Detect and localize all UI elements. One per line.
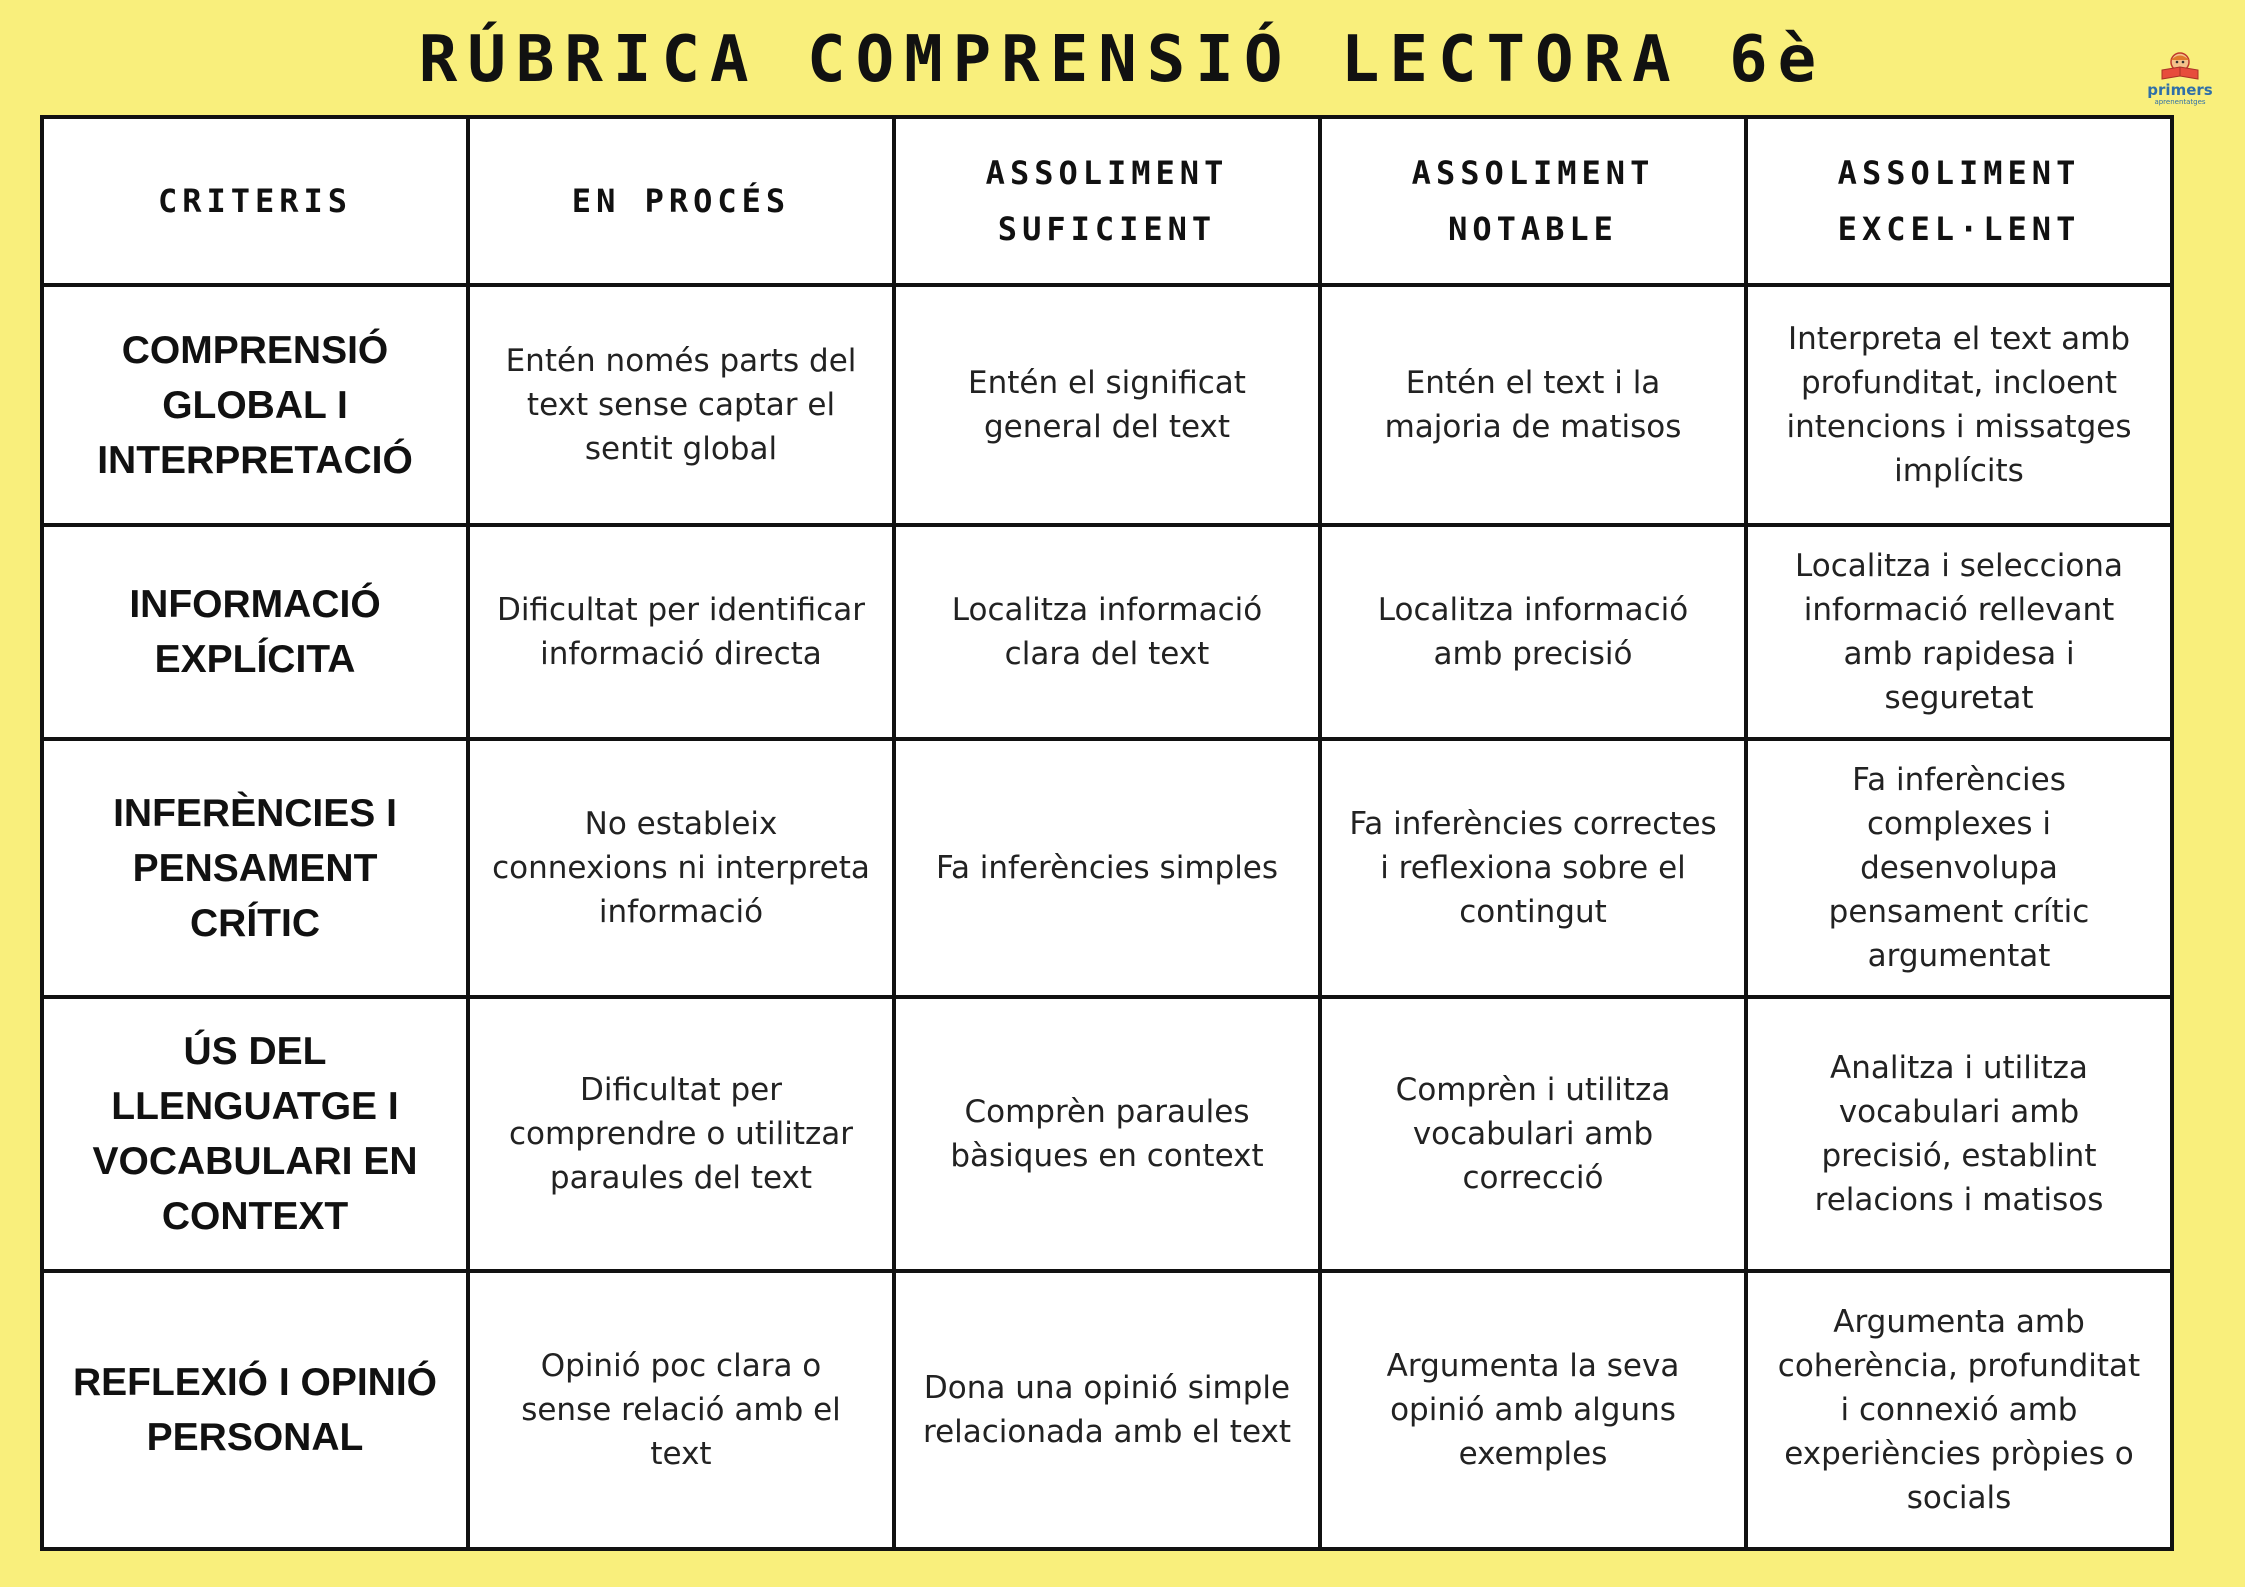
logo-text: primers [2147, 81, 2213, 99]
descriptor-cell: Fa inferències correctes i reflexiona sobre el contingut [1320, 739, 1746, 997]
descriptor-cell: Localitza informació amb precisió [1320, 525, 1746, 739]
descriptor-cell: Entén només parts del text sense captar el sentit global [468, 285, 894, 525]
descriptor-cell: Analitza i utilitza vocabulari amb precisió, establint relacions i matisos [1746, 997, 2172, 1271]
descriptor-cell: Entén el significat general del text [894, 285, 1320, 525]
rubric-table [40, 115, 2174, 1551]
table-row [42, 997, 2172, 1271]
table-row [42, 285, 2172, 525]
descriptor-cell: Fa inferències simples [894, 739, 1320, 997]
header-excellent: ASSOLIMENT EXCEL·LENT [1746, 117, 2172, 285]
header-en-proces: EN PROCÉS [468, 117, 894, 285]
table-row [42, 739, 2172, 997]
descriptor-cell: Entén el text i la majoria de matisos [1320, 285, 1746, 525]
criterion-cell: INFERÈNCIES I PENSAMENT CRÍTIC [42, 739, 468, 997]
descriptor-cell: Dificultat per identificar informació directa [468, 525, 894, 739]
book-mascot-icon [2158, 50, 2202, 80]
descriptor-cell: Dona una opinió simple relacionada amb el text [894, 1271, 1320, 1549]
header-suficient: ASSOLIMENT SUFICIENT [894, 117, 1320, 285]
descriptor-cell: No estableix connexions ni interpreta informació [468, 739, 894, 997]
descriptor-cell: Fa inferències complexes i desenvolupa pensament crític argumentat [1746, 739, 2172, 997]
table-row [42, 525, 2172, 739]
header-criteris: CRITERIS [42, 117, 468, 285]
criterion-cell: REFLEXIÓ I OPINIÓ PERSONAL [42, 1271, 468, 1549]
logo-subtext: aprenentatges [2154, 98, 2206, 106]
header-row [42, 117, 2172, 285]
brand-logo [2140, 50, 2220, 110]
page-title: RÚBRICA COMPRENSIÓ LECTORA 6è [418, 23, 1827, 97]
header-notable: ASSOLIMENT NOTABLE [1320, 117, 1746, 285]
criterion-cell: ÚS DEL LLENGUATGE I VOCABULARI EN CONTEXT [42, 997, 468, 1271]
criterion-cell: INFORMACIÓ EXPLÍCITA [42, 525, 468, 739]
descriptor-cell: Comprèn paraules bàsiques en context [894, 997, 1320, 1271]
descriptor-cell: Localitza i selecciona informació rellevant amb rapidesa i seguretat [1746, 525, 2172, 739]
descriptor-cell: Opinió poc clara o sense relació amb el text [468, 1271, 894, 1549]
descriptor-cell: Interpreta el text amb profunditat, incloent intencions i missatges implícits [1746, 285, 2172, 525]
descriptor-cell: Dificultat per comprendre o utilitzar paraules del text [468, 997, 894, 1271]
table-row [42, 1271, 2172, 1549]
criterion-cell: COMPRENSIÓ GLOBAL I INTERPRETACIÓ [42, 285, 468, 525]
descriptor-cell: Comprèn i utilitza vocabulari amb correcció [1320, 997, 1746, 1271]
descriptor-cell: Localitza informació clara del text [894, 525, 1320, 739]
descriptor-cell: Argumenta la seva opinió amb alguns exemples [1320, 1271, 1746, 1549]
descriptor-cell: Argumenta amb coherència, profunditat i connexió amb experiències pròpies o socials [1746, 1271, 2172, 1549]
